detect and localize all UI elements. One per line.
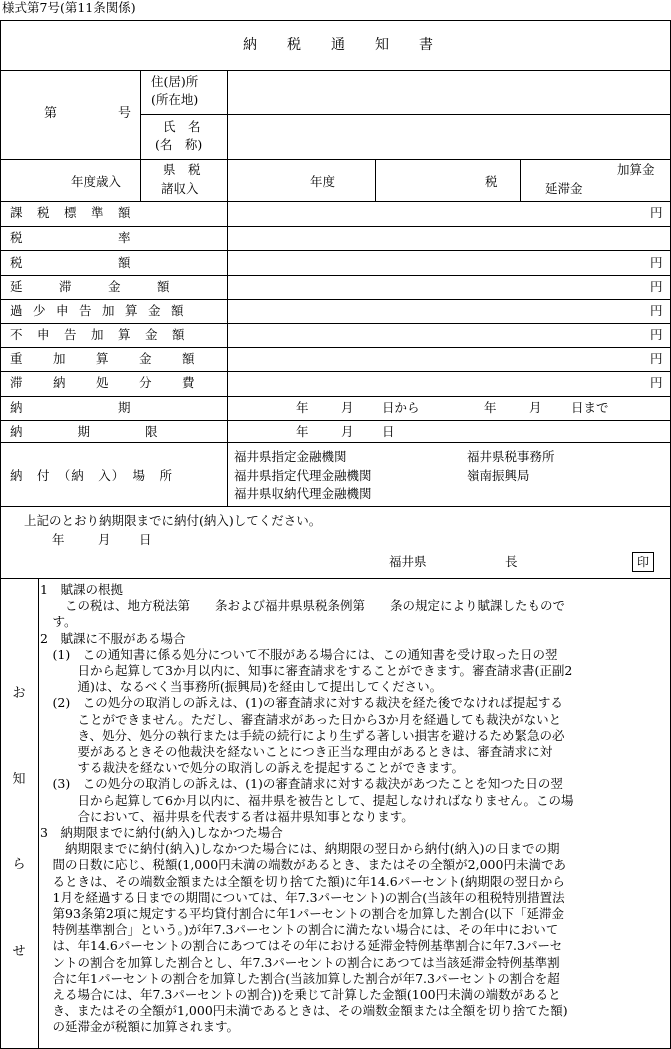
notice-char: 知 [12,772,26,787]
notice-char: せ [12,944,26,959]
deadline-label: 納 期 限 [10,424,159,439]
notice-line: 合に年1パーセントの割合を加算した割合(当該加算した割合が年7.3パーセントの割合を超 [40,970,560,986]
frame-top [0,20,671,21]
additional-tax-label: 加算金 [617,162,655,177]
yen-unit: 円 [650,351,663,366]
name-label: 氏 名 [163,119,201,134]
issue-date-year: 年 [52,532,65,547]
chief-title: 長 [505,554,518,569]
notice-line: 間の日数に応じ、税額(1,000円未満の端数があるとき、またはその全額が2,000円未満であ [40,857,566,873]
tax-type-label: 税 [485,174,498,189]
payment-period-label: 納 期 [10,400,132,415]
collection-agent-bank: 福井県収納代理金融機関 [234,486,372,501]
period-from-month: 月 [341,400,354,415]
fiscal-year-revenue: 年度歳入 [71,174,122,189]
request-text: 上記のとおり納期限までに納付(納入)してください。 [24,513,322,528]
notice-line: の延滞金が税額に加算されます。 [40,1019,240,1035]
tax-rate-label: 税 率 [10,230,132,245]
notice-line: 通)は、なるべく当事務所(振興局)を経由して提出してください。 [40,679,443,695]
address-label: 住(居)所 [151,74,199,89]
notice-line: 日から起算して6か月以内に、福井県を被告として、提起しなければなりません。この場 [40,792,574,808]
form-label: 様式第7号(第11条関係) [2,0,136,15]
notice-line: ことができません。ただし、審査請求があった日から3か月を経過しても裁決がないと [40,711,562,727]
taxable-base-label: 課 税 標 準 額 [10,205,132,220]
notice-line: (3) この処分の取消しの訴えは、(1)の審査請求に対する裁決があつたことを知つた日の翌 [40,776,563,792]
notice-line: す。 [40,614,77,630]
deadline-year: 年 [296,424,309,439]
name-label-sub: (名 称) [155,137,203,152]
period-to-year: 年 [484,400,497,415]
delinquency-label: 延滞金 [545,181,583,196]
yen-unit: 円 [650,279,663,294]
period-to-month: 月 [529,400,542,415]
issue-date-day: 日 [139,532,152,547]
notice-line: (1) この通知書に係る処分について不服がある場合には、この通知書を受け取った日の翌 [40,646,558,662]
payment-place-label: 納 付 （納 入） 場 所 [10,468,174,483]
notice-line: 納期限までに納付(納入)しなかつた場合には、納期限の翌日から納付(納入)の日までの期 [40,841,560,857]
document-title: 納 税 通 知 書 [243,37,441,53]
notice-line: この税は、地方税法第 条および福井県県税条例第 条の規定により賦課したもので [40,598,566,614]
notice-line: 特例基準割合」という。)が年7.3パーセントの割合に満たない場合には、その年中において [40,922,559,938]
period-from-year: 年 [296,400,309,415]
yen-unit: 円 [650,375,663,390]
notice-line: 2 賦課に不服がある場合 [40,630,186,646]
tax-office: 福井県税事務所 [467,449,555,464]
underreport-penalty-label: 過 少 申 告 加 算 金 額 [10,303,183,318]
deadline-month: 月 [341,424,354,439]
number-suffix: 号 [118,106,132,121]
notice-line: き、処分、処分の執行または手続の続行により生ずる著しい損害を避けるため緊急の必 [40,727,565,743]
deadline-day: 日 [382,424,395,439]
yen-unit: 円 [650,205,663,220]
reinan-bureau: 嶺南振興局 [467,468,530,483]
notice-line: える場合には、年7.3パーセントの割合))を乗じて計算した金額(100円未満の端数があると [40,987,561,1003]
yen-unit: 円 [650,327,663,342]
notice-line: 1 賦課の根拠 [40,582,123,597]
address-label-sub: (所在地) [151,92,199,107]
account-prefectural-tax: 県 税 [163,162,201,177]
notice-line: 1月を経過する日までの期間については、年7.3パーセント)の割合(当該年の租税特別措置法 [40,889,565,905]
tax-year-label: 年度 [310,174,336,189]
disposition-fee-label: 滞 納 処 分 費 [10,375,204,390]
nonfiling-penalty-label: 不 申 告 加 算 金 額 [10,327,186,342]
notice-line: るときは、その端数金額または全額を切り捨てた額)に年14.6パーセント(納期限の翌日から [40,873,565,889]
heavy-penalty-label: 重 加 算 金 額 [10,351,204,366]
frame-left [0,20,1,1049]
notice-line: は、年14.6パーセントの割合にあつてはその年における延滞金特例基準割合に年7.3パーセ [40,938,563,954]
number-prefix: 第 [44,106,58,121]
designated-agent-bank: 福井県指定代理金融機関 [234,468,372,483]
notice-line: 日から起算して3か月以内に、知事に審査請求をすることができます。審査請求書(正副2 [40,663,573,679]
issue-date-month: 月 [98,532,111,547]
notice-line: する裁決を経ないで処分の取消しの訴えを提起することができます。 [40,760,465,776]
official-seal: 印 [632,552,654,572]
prefecture-name: 福井県 [389,554,427,569]
period-from-day: 日から [382,400,420,415]
tax-amount-label: 税 額 [10,255,132,270]
notice-body [40,582,665,1036]
notice-line: 合において、福井県を代表する者は福井県知事となります。 [40,808,414,824]
notice-line: ントの割合を加算した割合とし、年7.3パーセントの割合にあつては当該延滞金特例基準割 [40,954,560,970]
account-misc-revenue: 諸収入 [161,181,199,196]
notice-line: 第93条第2項に規定する平均貸付割合に年1パーセントの割合を加算した割合(以下「延滞金 [40,906,564,922]
notice-line: き、またはその全額が1,000円未満であるときは、その端数金額または全額を切り捨てた額) [40,1003,568,1019]
designated-bank: 福井県指定金融機関 [234,449,347,464]
notice-char: ら [12,857,26,872]
delinquency-amount-label: 延 滞 金 額 [10,279,182,294]
notice-line: (2) この処分の取消しの訴えは、(1)の審査請求に対する裁決を経た後でなければ提起する [40,695,563,711]
yen-unit: 円 [650,255,663,270]
notice-line: 3 納期限までに納付(納入)しなかつた場合 [40,825,283,841]
notice-char: お [12,686,26,701]
yen-unit: 円 [650,303,663,318]
notice-line: 要があるときその他裁決を経ないことにつき正当な理由があるときは、審査請求に対 [40,744,553,760]
period-to-day: 日まで [571,400,609,415]
